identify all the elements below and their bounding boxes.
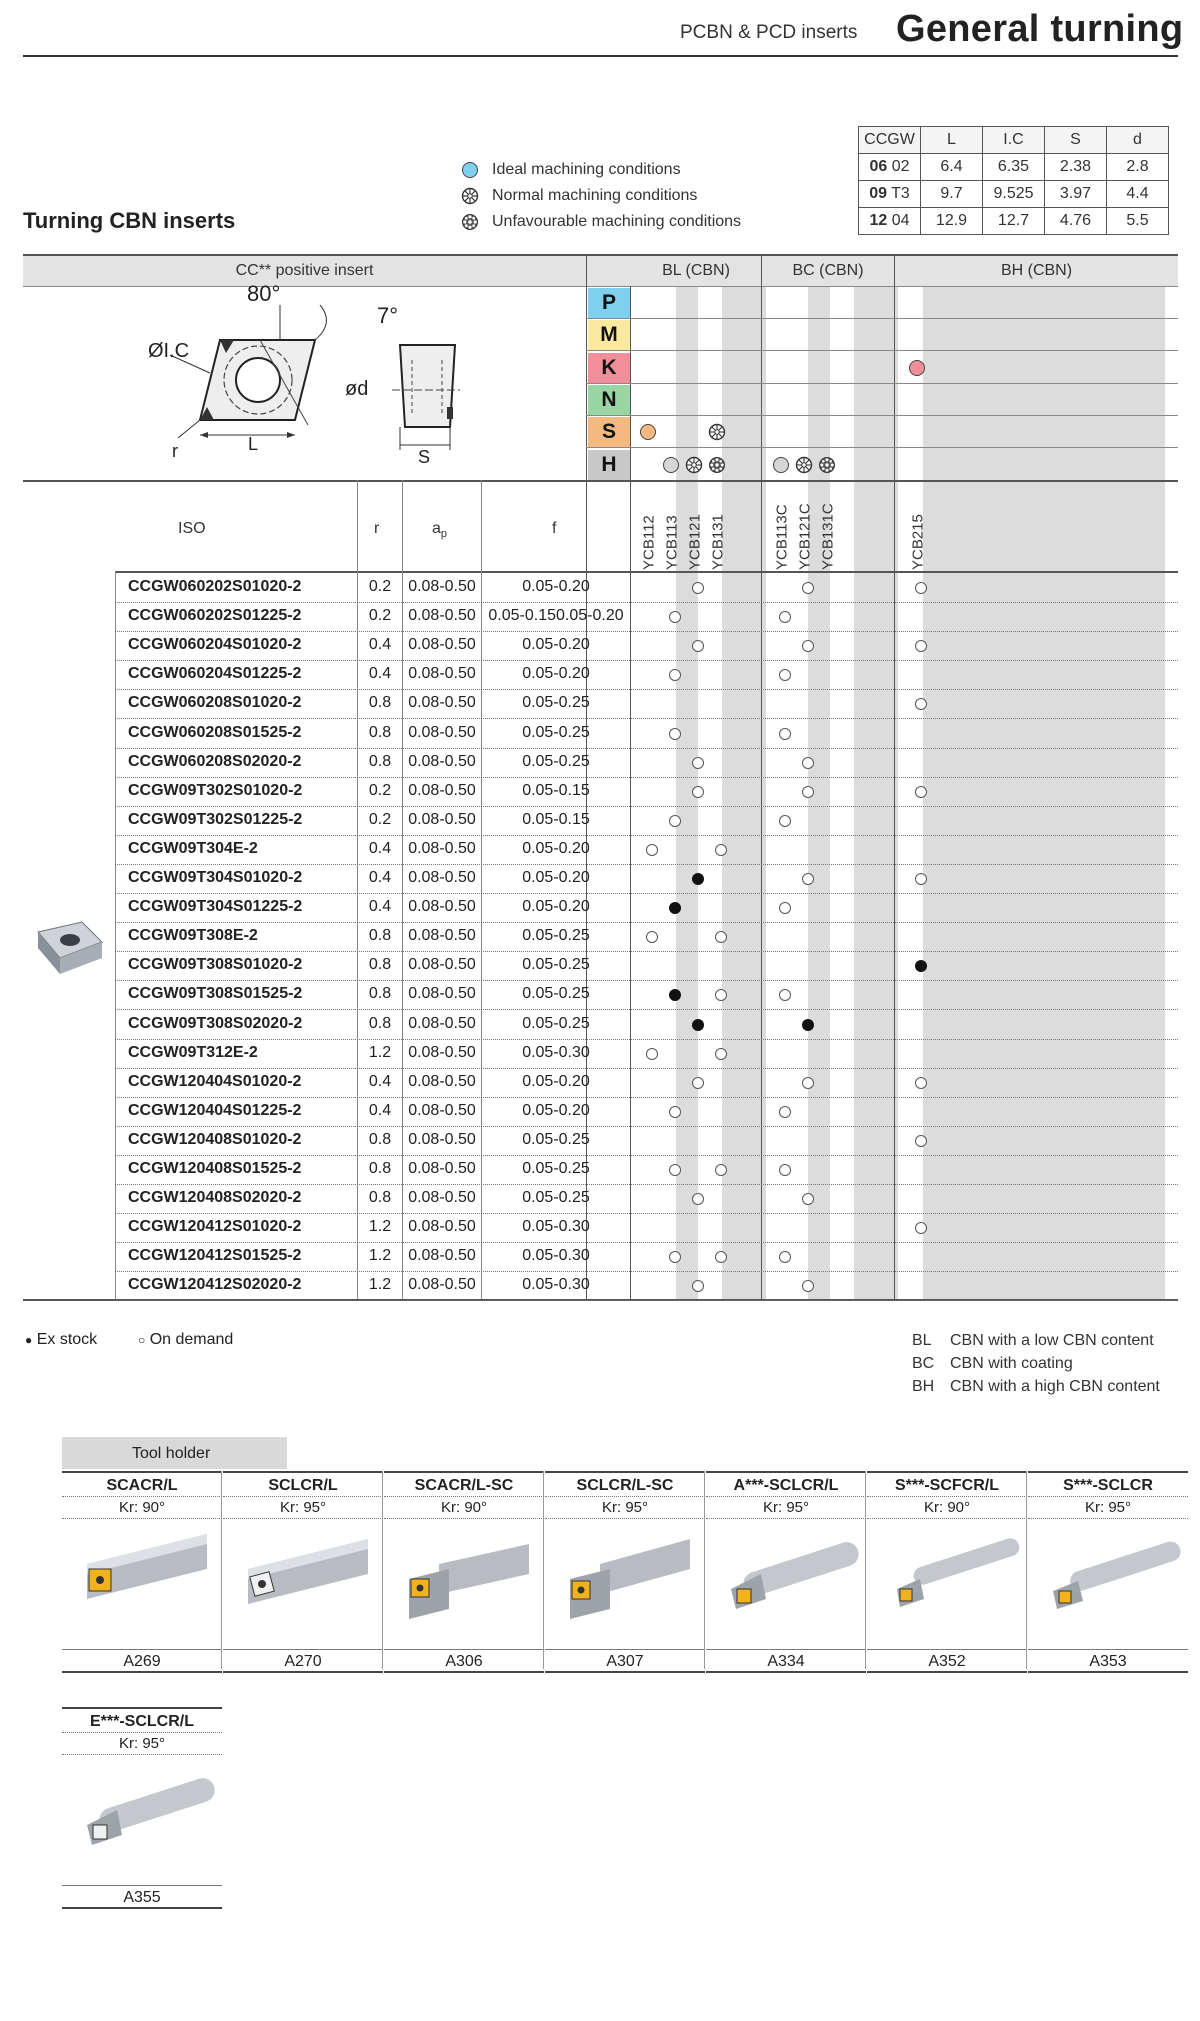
on-demand-mark	[915, 786, 927, 798]
ex-stock-mark	[669, 989, 681, 1001]
tool-holder-kr: Kr: 95°	[223, 1497, 383, 1519]
depth-of-cut: 0.08-0.50	[408, 1101, 476, 1119]
feed: 0.05-0.25	[522, 723, 590, 741]
legend-label: Unfavourable machining conditions	[492, 213, 742, 230]
section-title: Turning CBN inserts	[23, 208, 236, 233]
tool-holder-image	[62, 1519, 222, 1649]
on-demand-mark	[692, 1193, 704, 1205]
table-row	[0, 980, 1200, 1010]
table-row	[0, 864, 1200, 894]
insert-side-view-icon	[392, 345, 460, 450]
dims-header: S	[1045, 127, 1107, 154]
on-demand-mark	[802, 1280, 814, 1292]
col-ap: $a_p$	[432, 520, 448, 541]
on-demand-mark	[802, 786, 814, 798]
on-demand-mark	[915, 1222, 927, 1234]
feed: 0.05-0.25	[522, 927, 590, 945]
tool-holder-card	[384, 1471, 544, 1673]
on-demand-mark	[779, 1164, 791, 1176]
svg-text:ød: ød	[345, 378, 369, 400]
tool-holder-card	[867, 1471, 1027, 1673]
tool-holder-image	[545, 1519, 705, 1649]
abbr-bc: BC CBN with coating	[912, 1355, 1073, 1372]
radius: 1.2	[368, 1043, 392, 1061]
depth-of-cut: 0.08-0.50	[408, 869, 476, 886]
grade-label: YCB215	[909, 514, 927, 570]
on-demand-mark	[692, 757, 704, 769]
radius: 0.4	[368, 1101, 392, 1119]
feed: 0.05-0.25	[522, 1189, 590, 1207]
table-row	[0, 689, 1200, 719]
on-demand-mark	[802, 640, 814, 652]
tool-holder-card	[706, 1471, 866, 1673]
tool-holder-card	[545, 1471, 705, 1673]
depth-of-cut: 0.08-0.50	[408, 636, 476, 654]
table-row	[0, 922, 1200, 952]
ideal-icon	[639, 423, 657, 446]
header-subtitle: PCBN & PCD inserts	[680, 22, 858, 43]
dims-header: L	[921, 127, 983, 154]
table-row	[0, 1068, 1200, 1098]
feed: 0.05-0.25	[522, 1160, 590, 1177]
on-demand-mark	[715, 1048, 727, 1060]
depth-of-cut: 0.08-0.50	[408, 578, 476, 595]
on-demand-mark	[915, 873, 927, 885]
iso-code: CCGW09T304S01020-2	[128, 869, 303, 886]
on-demand-mark	[915, 1077, 927, 1089]
iso-code: CCGW09T304S01225-2	[128, 898, 303, 916]
on-demand-mark	[669, 728, 681, 740]
tool-holder-name: A***-SCLCR/L	[706, 1471, 866, 1497]
grade-label: YCB113C	[773, 504, 791, 570]
dimensions-table	[858, 126, 1169, 235]
iso-code: CCGW120408S01020-2	[128, 1130, 302, 1148]
on-demand-mark	[779, 815, 791, 827]
radius: 0.8	[368, 956, 392, 974]
on-demand-mark	[779, 669, 791, 681]
feed: 0.05-0.25	[522, 1014, 590, 1032]
iso-code: CCGW120412S01020-2	[128, 1218, 302, 1236]
abbr-bl: BL CBN with a low CBN content	[912, 1332, 1154, 1349]
radius: 0.8	[368, 694, 392, 712]
on-demand-mark	[692, 1280, 704, 1292]
table-row	[0, 951, 1200, 981]
iso-code: CCGW09T308S01020-2	[128, 956, 303, 974]
radius: 0.2	[368, 578, 392, 595]
iso-code: CCGW09T302S01020-2	[128, 781, 303, 799]
feed: 0.05-0.20	[522, 578, 590, 595]
table-row	[0, 835, 1200, 865]
depth-of-cut: 0.08-0.50	[408, 1247, 476, 1265]
tool-holder-kr: Kr: 90°	[62, 1497, 222, 1519]
legend-label: Normal machining conditions	[492, 187, 698, 204]
table-row	[0, 777, 1200, 807]
table-row	[0, 893, 1200, 923]
col-iso: ISO	[178, 520, 206, 537]
feed: 0.05-0.30	[522, 1247, 590, 1265]
radius: 1.2	[368, 1276, 392, 1294]
radius: 0.2	[368, 810, 392, 828]
grade-label: YCB131	[709, 514, 727, 570]
normal-icon	[708, 423, 726, 446]
insert-shape-icon	[170, 305, 326, 438]
feed: 0.05-0.20	[522, 898, 590, 916]
svg-text:S: S	[418, 447, 431, 467]
svg-text:ØI.C: ØI.C	[148, 340, 190, 362]
tool-holder-kr: Kr: 90°	[867, 1497, 1027, 1519]
iso-code: CCGW120412S02020-2	[128, 1276, 302, 1294]
tool-holder-image	[706, 1519, 866, 1649]
tool-holder-image	[1028, 1519, 1188, 1649]
tool-holder-card	[62, 1707, 222, 1909]
radius: 0.4	[368, 839, 392, 857]
grade-label: YCB121	[686, 514, 704, 570]
material-p: P	[588, 288, 630, 318]
ex-stock-mark	[915, 960, 927, 972]
on-demand-mark	[779, 1106, 791, 1118]
tool-holder-name: S***-SCLCR	[1028, 1471, 1188, 1497]
table-row	[0, 719, 1200, 749]
group-bh: BH (CBN)	[1000, 262, 1073, 279]
ex-stock-mark	[669, 902, 681, 914]
radius: 1.2	[368, 1247, 392, 1265]
on-demand-mark	[802, 1077, 814, 1089]
tool-holder-image	[384, 1519, 544, 1649]
depth-of-cut: 0.08-0.50	[408, 781, 476, 799]
tool-holder-code: A355	[62, 1885, 222, 1909]
feed: 0.05-0.20	[522, 839, 590, 857]
group-bl: BL (CBN)	[662, 262, 730, 279]
feed: 0.05-0.20	[522, 665, 590, 683]
depth-of-cut: 0.08-0.50	[408, 1189, 476, 1207]
tool-holder-title: Tool holder	[62, 1437, 287, 1469]
on-demand-mark	[715, 931, 727, 943]
on-demand-mark	[915, 640, 927, 652]
iso-code: CCGW09T308S01525-2	[128, 985, 303, 1003]
iso-code: CCGW060208S02020-2	[128, 752, 302, 770]
on-demand-mark	[802, 582, 814, 594]
unfavourable-icon	[460, 212, 480, 232]
table-row	[0, 573, 1200, 603]
on-demand-mark	[715, 1164, 727, 1176]
tool-holder-image	[62, 1755, 222, 1885]
on-demand-legend: ○ On demand	[138, 1331, 234, 1348]
abbr-bh: BH CBN with a high CBN content	[912, 1378, 1160, 1395]
table-row	[0, 1126, 1200, 1156]
on-demand-mark	[669, 1106, 681, 1118]
on-demand-mark	[779, 611, 791, 623]
iso-code: CCGW060204S01020-2	[128, 636, 302, 654]
feed: 0.05-0.20	[522, 636, 590, 654]
svg-text:r: r	[172, 441, 178, 461]
radius: 0.8	[368, 985, 392, 1003]
grade-label: YCB121C	[796, 503, 814, 570]
ex-stock-legend: ● Ex stock	[25, 1331, 98, 1348]
legend-ideal	[460, 160, 681, 180]
on-demand-mark	[779, 728, 791, 740]
table-row	[0, 1271, 1200, 1301]
header-rule	[23, 55, 1178, 57]
depth-of-cut: 0.08-0.50	[408, 1072, 476, 1090]
tool-holder-card	[62, 1471, 222, 1673]
iso-code: CCGW09T312E-2	[128, 1043, 258, 1061]
iso-code: CCGW120404S01020-2	[128, 1072, 302, 1090]
on-demand-mark	[646, 844, 658, 856]
tool-holder-kr: Kr: 95°	[545, 1497, 705, 1519]
tool-holder-image	[223, 1519, 383, 1649]
legend-unfavourable	[460, 212, 741, 232]
insert-diagram	[130, 281, 480, 475]
legend-label: Ideal machining conditions	[492, 161, 681, 178]
on-demand-mark	[692, 786, 704, 798]
ex-stock-mark	[692, 1019, 704, 1031]
tool-holder-name: E***-SCLCR/L	[62, 1707, 222, 1733]
tool-holder-kr: Kr: 95°	[62, 1733, 222, 1755]
dims-row: 06 02 6.4 6.35 2.38 2.8	[859, 154, 1169, 181]
grade-label: YCB112	[640, 515, 658, 570]
depth-of-cut: 0.08-0.50	[408, 927, 476, 945]
dims-header: I.C	[983, 127, 1045, 154]
grade-label: YCB113	[663, 515, 681, 570]
radius: 0.8	[368, 1014, 392, 1032]
on-demand-mark	[692, 640, 704, 652]
group-bc: BC (CBN)	[792, 262, 864, 279]
svg-text:L: L	[248, 434, 259, 454]
iso-code: CCGW120408S02020-2	[128, 1189, 302, 1207]
on-demand-mark	[802, 757, 814, 769]
feed: 0.05-0.20	[522, 869, 590, 886]
depth-of-cut: 0.08-0.50	[408, 1043, 476, 1061]
depth-of-cut: 0.08-0.50	[408, 1276, 476, 1294]
on-demand-mark	[915, 698, 927, 710]
iso-code: CCGW09T302S01225-2	[128, 810, 303, 828]
depth-of-cut: 0.08-0.50	[408, 752, 476, 770]
table-row	[0, 1242, 1200, 1272]
iso-code: CCGW120404S01225-2	[128, 1101, 302, 1119]
radius: 0.8	[368, 1130, 392, 1148]
on-demand-mark	[669, 815, 681, 827]
on-demand-mark	[779, 989, 791, 1001]
col-r: r	[374, 520, 380, 537]
page-title: General turning	[896, 8, 1184, 50]
feed: 0.05-0.30	[522, 1276, 590, 1294]
radius: 1.2	[368, 1218, 392, 1236]
tool-holder-image	[867, 1519, 1027, 1649]
table-row	[0, 1039, 1200, 1069]
radius: 0.4	[368, 1072, 392, 1090]
iso-code: CCGW060208S01525-2	[128, 723, 302, 741]
tool-holder-name: S***-SCFCR/L	[867, 1471, 1027, 1497]
iso-code: CCGW060204S01225-2	[128, 665, 302, 683]
tool-holder-code: A306	[384, 1649, 544, 1673]
feed: 0.05-0.25	[522, 694, 590, 712]
depth-of-cut: 0.08-0.50	[408, 1218, 476, 1236]
feed: 0.05-0.25	[522, 985, 590, 1003]
feed: 0.05-0.15	[522, 810, 590, 828]
radius: 0.8	[368, 723, 392, 741]
on-demand-mark	[715, 844, 727, 856]
radius: 0.4	[368, 665, 392, 683]
on-demand-mark	[802, 1193, 814, 1205]
radius: 0.4	[368, 898, 392, 916]
col-f: f	[552, 520, 557, 537]
iso-code: CCGW060202S01225-2	[128, 607, 302, 625]
feed: 0.05-0.25	[522, 1130, 590, 1148]
depth-of-cut: 0.08-0.50	[408, 723, 476, 741]
on-demand-mark	[669, 1251, 681, 1263]
feed: 0.05-0.25	[522, 752, 590, 770]
on-demand-mark	[715, 989, 727, 1001]
radius: 0.4	[368, 636, 392, 654]
ideal-icon	[908, 359, 926, 382]
tool-holder-code: A334	[706, 1649, 866, 1673]
material-m: M	[588, 320, 630, 350]
table-row	[0, 1010, 1200, 1040]
tool-holder-code: A270	[223, 1649, 383, 1673]
material-k: K	[588, 353, 630, 383]
insert-header: CC** positive insert	[235, 262, 374, 279]
on-demand-mark	[669, 1164, 681, 1176]
iso-code: CCGW060202S01020-2	[128, 578, 302, 595]
legend-normal	[460, 186, 697, 206]
on-demand-mark	[669, 669, 681, 681]
on-demand-mark	[646, 1048, 658, 1060]
table-row	[0, 1155, 1200, 1185]
feed: 0.05-0.15	[522, 781, 590, 799]
tool-holder-name: SCLCR/L	[223, 1471, 383, 1497]
dims-row: 12 04 12.9 12.7 4.76 5.5	[859, 208, 1169, 235]
feed: 0.05-0.30	[522, 1043, 590, 1061]
svg-text:80°: 80°	[247, 281, 281, 306]
tool-holder-code: A307	[545, 1649, 705, 1673]
table-row	[0, 748, 1200, 778]
tool-holder-name: SCLCR/L-SC	[545, 1471, 705, 1497]
svg-text:7°: 7°	[377, 303, 399, 328]
tool-holder-kr: Kr: 90°	[384, 1497, 544, 1519]
on-demand-mark	[802, 873, 814, 885]
dims-header: d	[1107, 127, 1169, 154]
tool-holder-kr: Kr: 95°	[1028, 1497, 1188, 1519]
on-demand-mark	[646, 931, 658, 943]
on-demand-mark	[692, 582, 704, 594]
on-demand-mark	[669, 611, 681, 623]
normal-icon	[460, 186, 480, 206]
tool-holder-name: SCACR/L	[62, 1471, 222, 1497]
radius: 0.8	[368, 1189, 392, 1207]
dims-row: 09 T3 9.7 9.525 3.97 4.4	[859, 181, 1169, 208]
feed: 0.05-0.20	[522, 1072, 590, 1090]
radius: 0.2	[368, 607, 392, 625]
ex-stock-mark	[692, 873, 704, 885]
depth-of-cut: 0.08-0.50	[408, 607, 476, 625]
feed: 0.05-0.25	[522, 956, 590, 974]
tool-holder-code: A353	[1028, 1649, 1188, 1673]
on-demand-mark	[715, 1251, 727, 1263]
table-row	[0, 1097, 1200, 1127]
depth-of-cut: 0.08-0.50	[408, 665, 476, 683]
table-row	[0, 1184, 1200, 1214]
tool-holder-code: A352	[867, 1649, 1027, 1673]
iso-code: CCGW060208S01020-2	[128, 694, 302, 712]
radius: 0.8	[368, 1160, 392, 1177]
on-demand-mark	[692, 1077, 704, 1089]
dims-header: CCGW	[859, 127, 921, 154]
ideal-icon	[460, 160, 480, 180]
iso-code: CCGW09T308E-2	[128, 927, 258, 945]
on-demand-mark	[779, 1251, 791, 1263]
material-n: N	[588, 385, 630, 415]
ex-stock-mark	[802, 1019, 814, 1031]
radius: 0.2	[368, 781, 392, 799]
table-row	[0, 631, 1200, 661]
iso-code: CCGW09T308S02020-2	[128, 1014, 303, 1032]
table-row	[0, 602, 1200, 632]
feed: 0.05-0.30	[522, 1218, 590, 1236]
tool-holder-card	[1028, 1471, 1188, 1673]
radius: 0.4	[368, 869, 392, 886]
tool-holder-code: A269	[62, 1649, 222, 1673]
on-demand-mark	[915, 582, 927, 594]
tool-holder-name: SCACR/L-SC	[384, 1471, 544, 1497]
radius: 0.8	[368, 752, 392, 770]
feed: 0.05-0.20	[522, 1101, 590, 1119]
depth-of-cut: 0.08-0.50	[408, 839, 476, 857]
depth-of-cut: 0.08-0.50	[408, 694, 476, 712]
table-row	[0, 660, 1200, 690]
table-row	[0, 1213, 1200, 1243]
depth-of-cut: 0.08-0.50	[408, 956, 476, 974]
on-demand-mark	[915, 1135, 927, 1147]
table-row	[0, 806, 1200, 836]
iso-code: CCGW120412S01525-2	[128, 1247, 302, 1265]
on-demand-mark	[779, 902, 791, 914]
iso-code: CCGW09T304E-2	[128, 839, 258, 857]
iso-code: CCGW120408S01525-2	[128, 1160, 302, 1177]
material-s: S	[588, 417, 630, 447]
feed: 0.05-0.150.05-0.20	[488, 607, 624, 625]
radius: 0.8	[368, 927, 392, 945]
depth-of-cut: 0.08-0.50	[408, 1014, 476, 1032]
depth-of-cut: 0.08-0.50	[408, 1160, 476, 1177]
depth-of-cut: 0.08-0.50	[408, 898, 476, 916]
depth-of-cut: 0.08-0.50	[408, 1130, 476, 1148]
depth-of-cut: 0.08-0.50	[408, 985, 476, 1003]
tool-holder-kr: Kr: 95°	[706, 1497, 866, 1519]
tool-holder-card	[223, 1471, 383, 1673]
grade-label: YCB131C	[819, 503, 837, 570]
material-h: H	[588, 450, 630, 480]
depth-of-cut: 0.08-0.50	[408, 810, 476, 828]
